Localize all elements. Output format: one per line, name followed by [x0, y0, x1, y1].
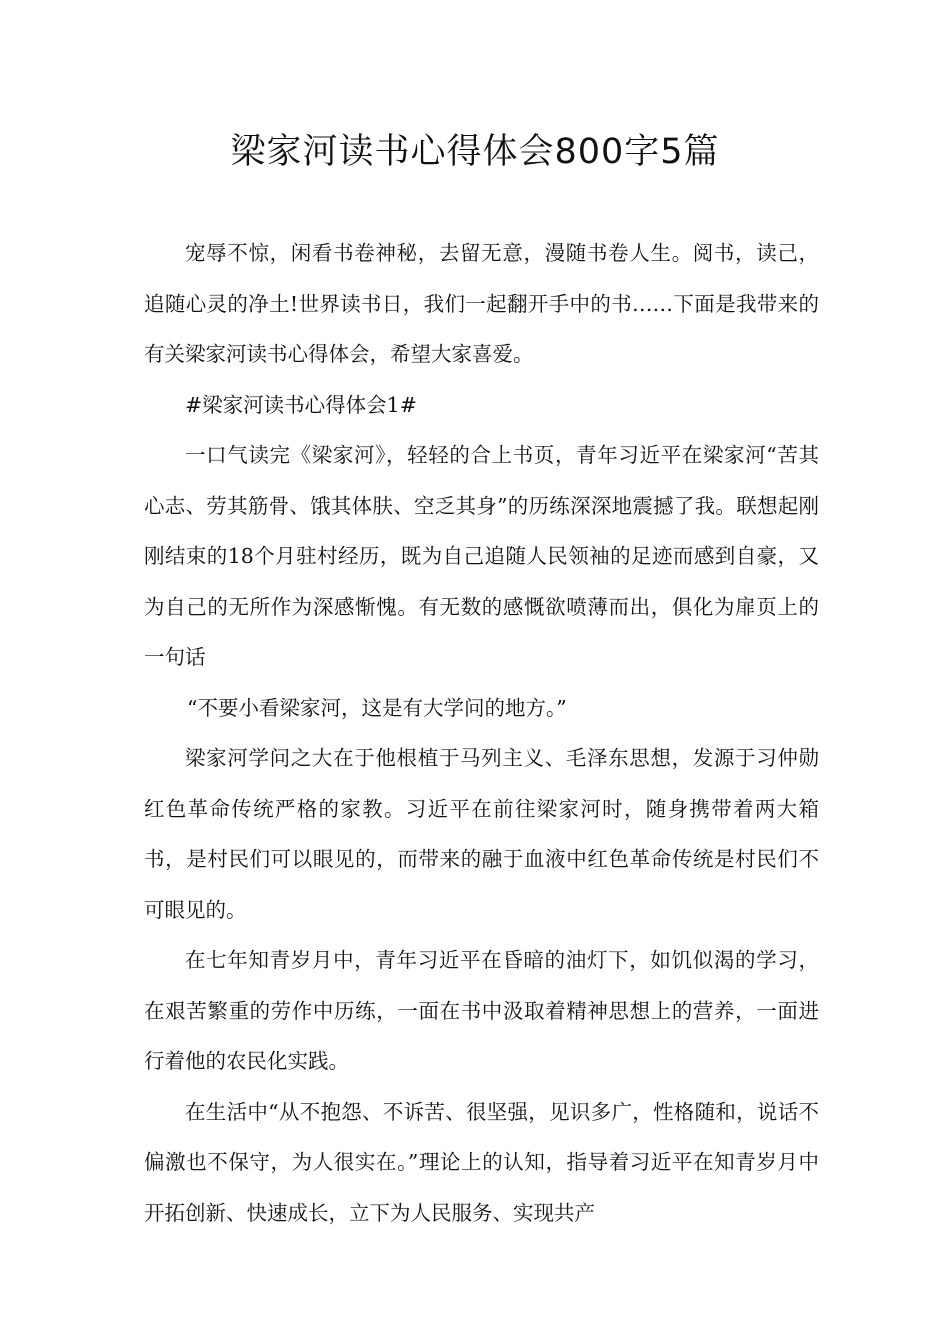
document-title: 梁家河读书心得体会800字5篇 [230, 132, 720, 172]
body-paragraph: 在七年知青岁月中，青年习近平在昏暗的油灯下，如饥似渴的学习，在艰苦繁重的劳作中历练，一面在书中汲取着精神思想上的营养，一面进行着他的农民化实践。 [144, 948, 819, 1073]
body-paragraph: 在生活中“从不抱怨、不诉苦、很坚强，见识多广，性格随和，说话不偏激也不保守，为人很实在。”理论上的认知，指导着习近平在知青岁月中开拓创新、快速成长，立下为人民服务、实现共产 [144, 1099, 819, 1225]
quote-paragraph: “不要小看梁家河，这是有大学问的地方。” [187, 695, 567, 720]
body-paragraph: 梁家河学问之大在于他根植于马列主义、毛泽东思想，发源于习仲勋红色革命传统严格的家教。习近平在前往梁家河时，随身携带着两大箱书，是村民们可以眼见的，而带来的融于血液中红色革命传统是村民们不可眼见的。 [144, 746, 819, 922]
document-body [144, 228, 819, 1238]
intro-paragraph: 宠辱不惊，闲看书卷神秘，去留无意，漫随书卷人生。阅书，读己，追随心灵的净土!世界读书日，我们一起翻开手中的书……下面是我带来的有关梁家河读书心得体会，希望大家喜爱。 [144, 241, 819, 366]
section-heading: #梁家河读书心得体会1# [185, 392, 417, 417]
body-paragraph: 一口气读完《梁家河》，轻轻的合上书页，青年习近平在梁家河“苦其心志、劳其筋骨、饿其体肤、空乏其身”的历练深深地震撼了我。联想起刚刚结束的18个月驻村经历，既为自己追随人民领袖的足迹而感到自豪，又为自己的无所作为深感惭愧。有无数的感慨欲喷薄而出，俱化为扉页上的一句话 [144, 443, 819, 669]
